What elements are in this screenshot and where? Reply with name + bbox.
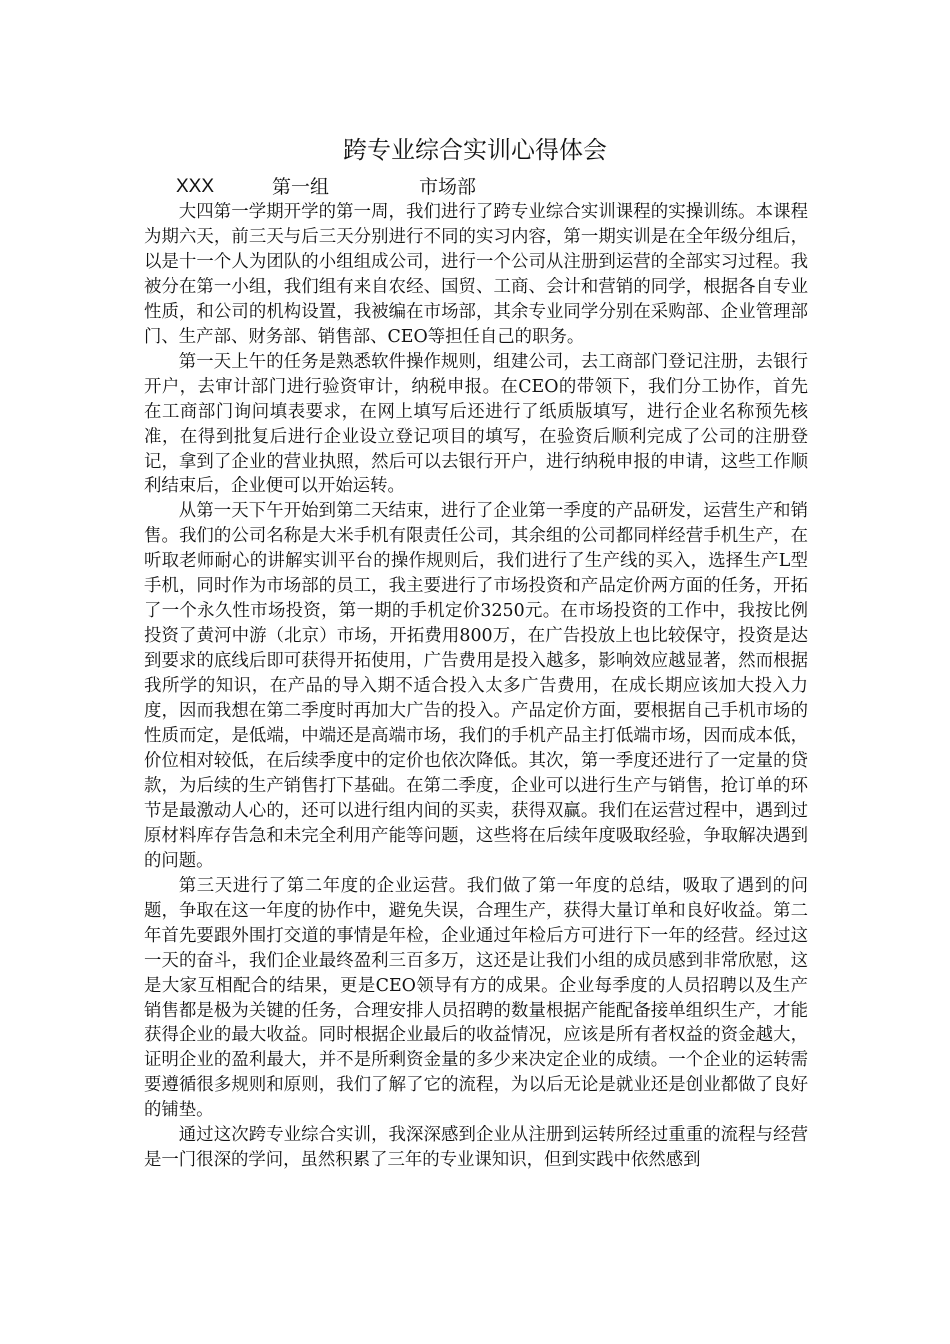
document-body: [144, 200, 808, 1173]
paragraph: 第一天上午的任务是熟悉软件操作规则，组建公司，去工商部门登记注册，去银行开户，去审计部门进行验资审计，纳税申报。在CEO的带领下，我们分工协作，首先在工商部门询问填表要求，在网上填写后还进行了纸质版填写，进行企业名称预先核准，在得到批复后进行企业设立登记项目的填写，在验资后顺利完成了公司的注册登记，拿到了企业的营业执照，然后可以去银行开户，进行纳税申报的申请，这些工作顺利结束后，企业便可以开始运转。: [144, 351, 808, 497]
paragraph: 第三天进行了第二年度的企业运营。我们做了第一年度的总结，吸取了遇到的问题，争取在这一年度的协作中，避免失误，合理生产，获得大量订单和良好收益。第二年首先要跟外围打交道的事情是年检，企业通过年检后方可进行下一年的经营。经过这一天的奋斗，我们企业最终盈利三百多万，这还是让我们小组的成员感到非常欣慰，这是大家互相配合的结果，更是CEO领导有方的成果。企业每季度的人员招聘以及生产销售都是极为关键的任务，合理安排人员招聘的数量根据产能配备接单组织生产，才能获得企业的最大收益。同时根据企业最后的收益情况，应该是所有者权益的资金越大，证明企业的盈利最大，并不是所剩资金量的多少来决定企业的成绩。一个企业的运转需要遵循很多规则和原则，我们了解了它的流程，为以后无论是就业还是创业都做了良好的铺垫。: [144, 875, 808, 1121]
paragraph: 从第一天下午开始到第二天结束，进行了企业第一季度的产品研发，运营生产和销售。我们的公司名称是大米手机有限责任公司，其余组的公司都同样经营手机生产，在听取老师耐心的讲解实训平台的操作规则后，我们进行了生产线的买入，选择生产L型手机，同时作为市场部的员工，我主要进行了市场投资和产品定价两方面的任务，开拓了一个永久性市场投资，第一期的手机定价3250元。在市场投资的工作中，我按比例投资了黄河中游（北京）市场，开拓费用800万，在广告投放上也比较保守，投资是达到要求的底线后即可获得开拓使用，广告费用是投入越多，影响效应越显著，然而根据我所学的知识，在产品的导入期不适合投入太多广告费用，在成长期应该加大投入力度，因而我想在第二季度时再加大广告的投入。产品定价方面，要根据自己手机市场的性质而定，是低端，中端还是高端市场，我们的手机产品主打低端市场，因而成本低，价位相对较低，在后续季度中的定价也依次降低。其次，第一季度还进行了一定量的贷款，为后续的生产销售打下基础。在第二季度，企业可以进行生产与销售，抢订单的环节是最激动人心的，还可以进行组内间的买卖，获得双赢。我们在运营过程中，遇到过原材料库存告急和未完全利用产能等问题，这些将在后续年度吸取经验，争取解决遇到的问题。: [144, 501, 808, 871]
author-group: 第一组: [272, 176, 330, 198]
author-department: 市场部: [419, 176, 477, 198]
author-name: XXX: [176, 176, 215, 197]
paragraph: 通过这次跨专业综合实训，我深深感到企业从注册到运转所经过重重的流程与经营是一门很深的学问，虽然积累了三年的专业课知识，但到实践中依然感到: [144, 1125, 808, 1171]
paragraph: 大四第一学期开学的第一周，我们进行了跨专业综合实训课程的实操训练。本课程为期六天，前三天与后三天分别进行不同的实习内容，第一期实训是在全年级分组后，以是十一个人为团队的小组组成公司，进行一个公司从注册到运营的全部实习过程。我被分在第一小组，我们组有来自农经、国贸、工商、会计和营销的同学，根据各自专业性质，和公司的机构设置，我被编在市场部，其余专业同学分别在采购部、企业管理部门、生产部、财务部、销售部、CEO等担任自己的职务。: [144, 202, 808, 347]
document-title: 跨专业综合实训心得体会: [343, 136, 607, 164]
